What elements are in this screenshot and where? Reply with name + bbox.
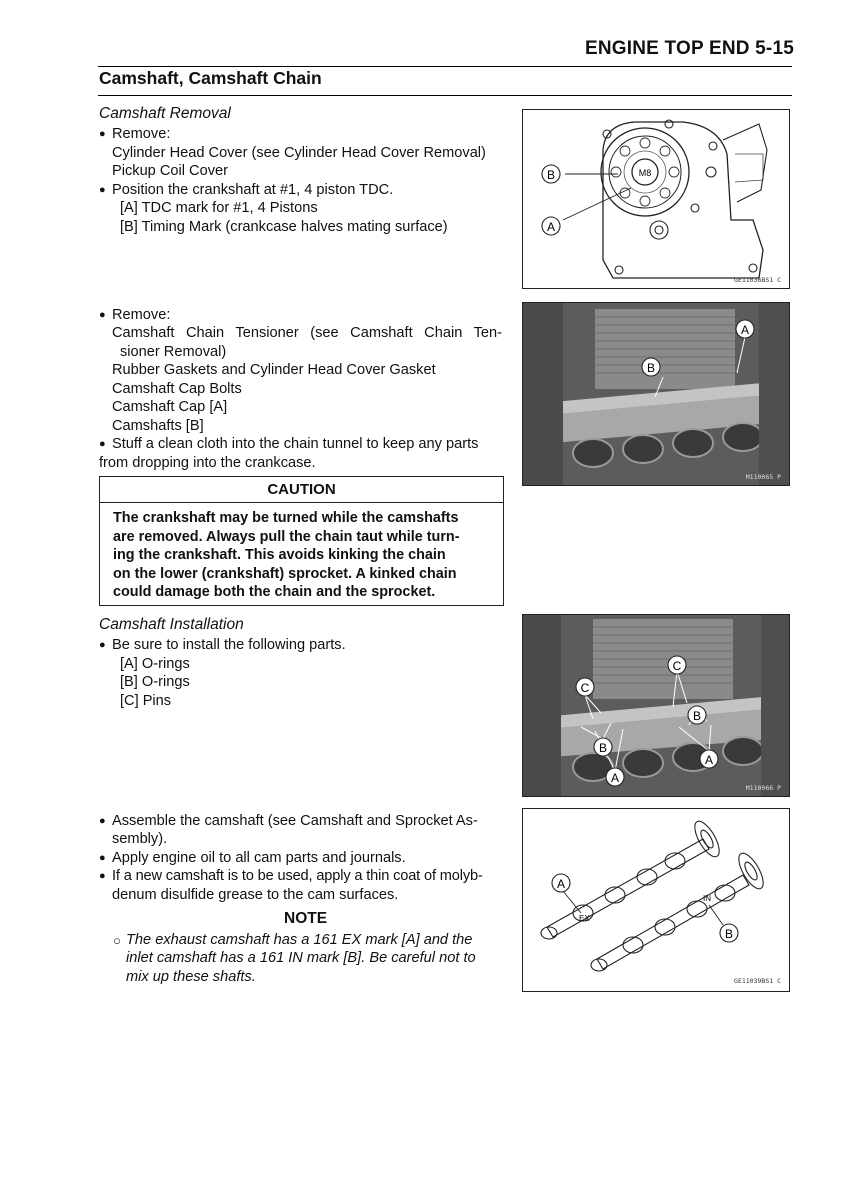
bullet-icon: ● [99,639,106,651]
bullet-icon: ● [99,309,106,321]
label-c: C [580,681,590,695]
ex-mark: EX [579,914,590,923]
label-a: A [610,771,620,785]
removal-b1-item: Cylinder Head Cover (see Cylinder Head Cover Removal) [112,145,486,161]
section-title: Camshaft, Camshaft Chain [99,68,322,88]
timing-mark-drawing [523,110,789,288]
page-header: ENGINE TOP END 5-15 [585,38,794,59]
bullet-icon: ● [99,128,106,140]
note-line: inlet camshaft has a 161 IN mark [B]. Be careful not to [126,950,476,967]
caution-box [99,476,504,606]
removal-b4-cont: from dropping into the crankcase. [99,455,316,471]
in-mark: IN [703,894,711,903]
label-c: C [672,659,682,673]
caution-body [113,509,460,602]
figure-camshaft-marks [522,808,790,992]
caution-line: are removed. Always pull the chain taut while turn- [113,528,460,545]
header-rule [98,66,792,67]
installation-b1-item: [C] Pins [120,693,172,709]
note-body [116,931,476,986]
caution-divider [100,502,503,503]
caution-title: CAUTION [267,481,336,498]
installation-b4-cont: denum disulfide grease to the cam surfaces. [112,887,399,903]
camshaft-cap-photo [523,303,789,485]
figure-camshaft-cap-photo [522,302,790,486]
installation-photo [523,615,789,796]
removal-b3-item: Camshaft Chain Tensioner (see Camshaft Chain Ten- [112,325,502,341]
removal-bullet-2: ● Position the crankshaft at #1, 4 piston TDC. [99,182,394,198]
bullet-icon: ● [99,438,106,450]
label-b: B [692,709,702,723]
removal-b3-item: Rubber Gaskets and Cylinder Head Cover Gasket [112,362,436,378]
figure-timing-mark [522,109,790,289]
removal-bullet-4: ● Stuff a clean cloth into the chain tunnel to keep any parts [99,436,479,452]
installation-b1-item: [A] O-rings [120,656,190,672]
label-a: A [546,220,556,234]
camshaft-drawing [523,809,789,991]
figure-code: GE11036BS1 C [734,276,781,284]
note-line: The exhaust camshaft has a 161 EX mark [A] and the [126,932,473,948]
bullet-icon: ● [99,852,106,864]
installation-bullet-2: ● Assemble the camshaft (see Camshaft and Sprocket As- [99,813,478,829]
caution-line: on the lower (crankshaft) sprocket. A kinked chain [113,565,457,582]
note-title: NOTE [284,910,328,927]
bullet-icon: ● [99,184,106,196]
figure-installation-photo [522,614,790,797]
removal-b3-item: sioner Removal) [120,344,227,360]
removal-b3-item: Camshaft Cap Bolts [112,381,242,397]
installation-b1-item: [B] O-rings [120,674,190,690]
label-a: A [556,877,566,891]
caution-line: The crankshaft may be turned while the camshafts [113,510,459,526]
hub-label: M8 [638,168,652,178]
figure-code: M110066 P [745,784,781,792]
installation-bullet-4: ● If a new camshaft is to be used, apply a thin coat of molyb- [99,868,483,884]
removal-bullet-3: ● Remove: [99,307,171,323]
label-a: A [740,323,750,337]
label-b: B [724,927,734,941]
label-b: B [598,741,608,755]
label-a: A [704,753,714,767]
installation-bullet-1: ● Be sure to install the following parts. [99,637,346,653]
bullet-icon: ● [99,815,106,827]
removal-b2-item: [A] TDC mark for #1, 4 Pistons [120,200,318,216]
note-circle-icon: ○ [113,933,121,948]
figure-code: M110065 P [745,473,781,481]
installation-bullet-3: ● Apply engine oil to all cam parts and journals. [99,850,406,866]
removal-b3-item: Camshaft Cap [A] [112,399,228,415]
removal-b3-item: Camshafts [B] [112,418,204,434]
bullet-icon: ● [99,870,106,882]
figure-code: GE11039BS1 C [734,977,781,985]
removal-subtitle: Camshaft Removal [99,105,231,122]
note-line: mix up these shafts. [126,968,256,985]
caution-line: could damage both the chain and the sprocket. [113,584,436,601]
section-rule [98,95,792,96]
installation-subtitle: Camshaft Installation [99,616,244,633]
installation-b2-cont: sembly). [112,831,168,847]
removal-b2-item: [B] Timing Mark (crankcase halves mating surface) [120,219,448,235]
label-b: B [546,168,556,182]
removal-b1-item: Pickup Coil Cover [112,163,228,179]
caution-line: ing the crankshaft. This avoids kinking the chain [113,547,446,564]
label-b: B [646,361,656,375]
removal-bullet-1: ● Remove: [99,126,171,142]
